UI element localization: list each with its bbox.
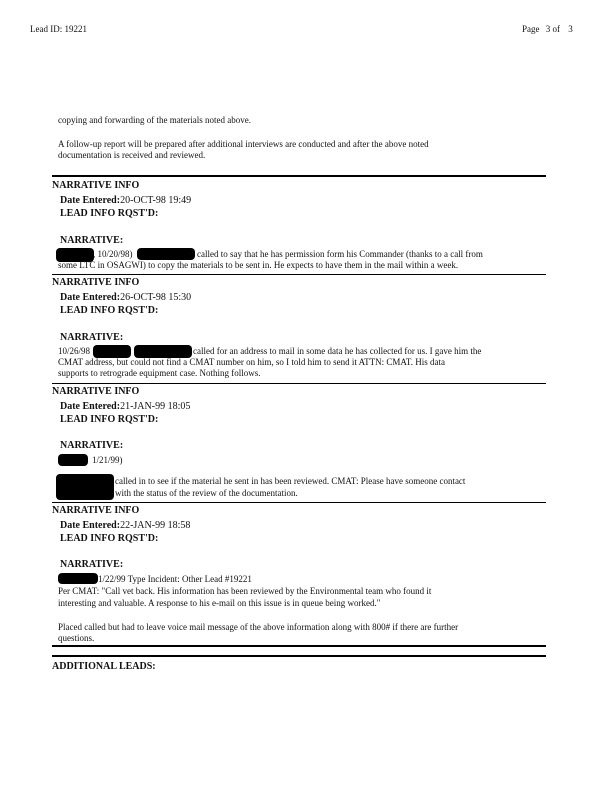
narrative-text: Per CMAT: "Call vet back. His information has been reviewed by the Environmental team who found it xyxy=(58,586,432,596)
lead-info-label: LEAD INFO RQST'D: xyxy=(60,414,159,425)
lead-id: Lead ID: 19221 xyxy=(30,24,87,34)
redaction-block xyxy=(58,573,98,584)
redaction-block xyxy=(137,248,195,260)
date-entered-label: Date Entered: xyxy=(60,292,121,303)
date-entered-value: 22-JAN-99 18:58 xyxy=(120,520,191,531)
narrative-text: questions. xyxy=(58,633,95,643)
section-divider xyxy=(52,502,546,503)
narrative-label: NARRATIVE: xyxy=(60,235,124,246)
page-word: Page xyxy=(522,24,540,34)
section-divider xyxy=(52,383,546,384)
intro-line: copying and forwarding of the materials noted above. xyxy=(58,115,251,125)
date-entered-label: Date Entered: xyxy=(60,520,121,531)
date-entered-value: 26-OCT-98 15:30 xyxy=(120,292,192,303)
narrative-text: some LTC in OSAGWI) to copy the materials to be sent in. He expects to have them in the mail within a week. xyxy=(58,260,459,270)
narrative-text: called for an address to mail in some data he has collected for us. I gave him the xyxy=(193,346,482,356)
narrative-text: 1/22/99 Type Incident: Other Lead #19221 xyxy=(98,574,252,584)
section-title: NARRATIVE INFO xyxy=(52,386,140,397)
date-entered-value: 20-OCT-98 19:49 xyxy=(120,195,192,206)
section-title: NARRATIVE INFO xyxy=(52,180,140,191)
redaction-block xyxy=(58,454,88,466)
section-divider xyxy=(52,175,546,177)
narrative-text: with the status of the review of the documentation. xyxy=(115,488,298,498)
lead-info-label: LEAD INFO RQST'D: xyxy=(60,533,159,544)
narrative-text: CMAT address, but could not find a CMAT number on him, so I told him to send it ATTN: CMAT. His data xyxy=(58,357,445,367)
date-entered-row xyxy=(60,401,190,412)
narrative-text: called to say that he has permission form his Commander (thanks to a call from xyxy=(197,249,483,259)
page-indicator xyxy=(522,24,573,34)
narrative-text: supports to retrograde equipment case. Nothing follows. xyxy=(58,368,261,378)
narrative-text: called in to see if the material he sent in has been reviewed. CMAT: Please have someone contact xyxy=(115,476,466,486)
date-entered-label: Date Entered: xyxy=(60,195,121,206)
lead-info-label: LEAD INFO RQST'D: xyxy=(60,208,159,219)
section-title: NARRATIVE INFO xyxy=(52,505,140,516)
section-title: NARRATIVE INFO xyxy=(52,277,140,288)
narrative-label: NARRATIVE: xyxy=(60,440,124,451)
followup-line-2: documentation is received and reviewed. xyxy=(58,150,206,160)
followup-line-1: A follow-up report will be prepared after additional interviews are conducted and after the above noted xyxy=(58,139,429,149)
date-entered-row xyxy=(60,520,190,531)
narrative-label: NARRATIVE: xyxy=(60,332,124,343)
page-total: 3 xyxy=(568,24,573,34)
followup-paragraph xyxy=(58,139,544,161)
narrative-text: 10/26/98 xyxy=(58,346,91,356)
narrative-label: NARRATIVE: xyxy=(60,559,124,570)
lead-info-label: LEAD INFO RQST'D: xyxy=(60,305,159,316)
redaction-block xyxy=(56,474,114,500)
narrative-text: Placed called but had to leave voice mail message of the above information along with 800# if there are further xyxy=(58,622,459,632)
date-entered-row xyxy=(60,195,191,206)
narrative-text: interesting and valuable. A response to his e-mail on this issue is in queue being worked." xyxy=(58,598,381,608)
section-divider xyxy=(52,645,546,647)
section-divider xyxy=(52,655,546,657)
date-entered-value: 21-JAN-99 18:05 xyxy=(120,401,191,412)
page-number: 3 xyxy=(545,24,551,34)
date-entered-label: Date Entered: xyxy=(60,401,121,412)
date-entered-row xyxy=(60,292,191,303)
narrative-text: , 10/20/98) xyxy=(93,249,133,259)
section-divider xyxy=(52,274,546,275)
page-of: of xyxy=(552,24,560,34)
additional-leads-label: ADDITIONAL LEADS: xyxy=(52,661,156,672)
narrative-text: 1/21/99) xyxy=(92,455,123,465)
